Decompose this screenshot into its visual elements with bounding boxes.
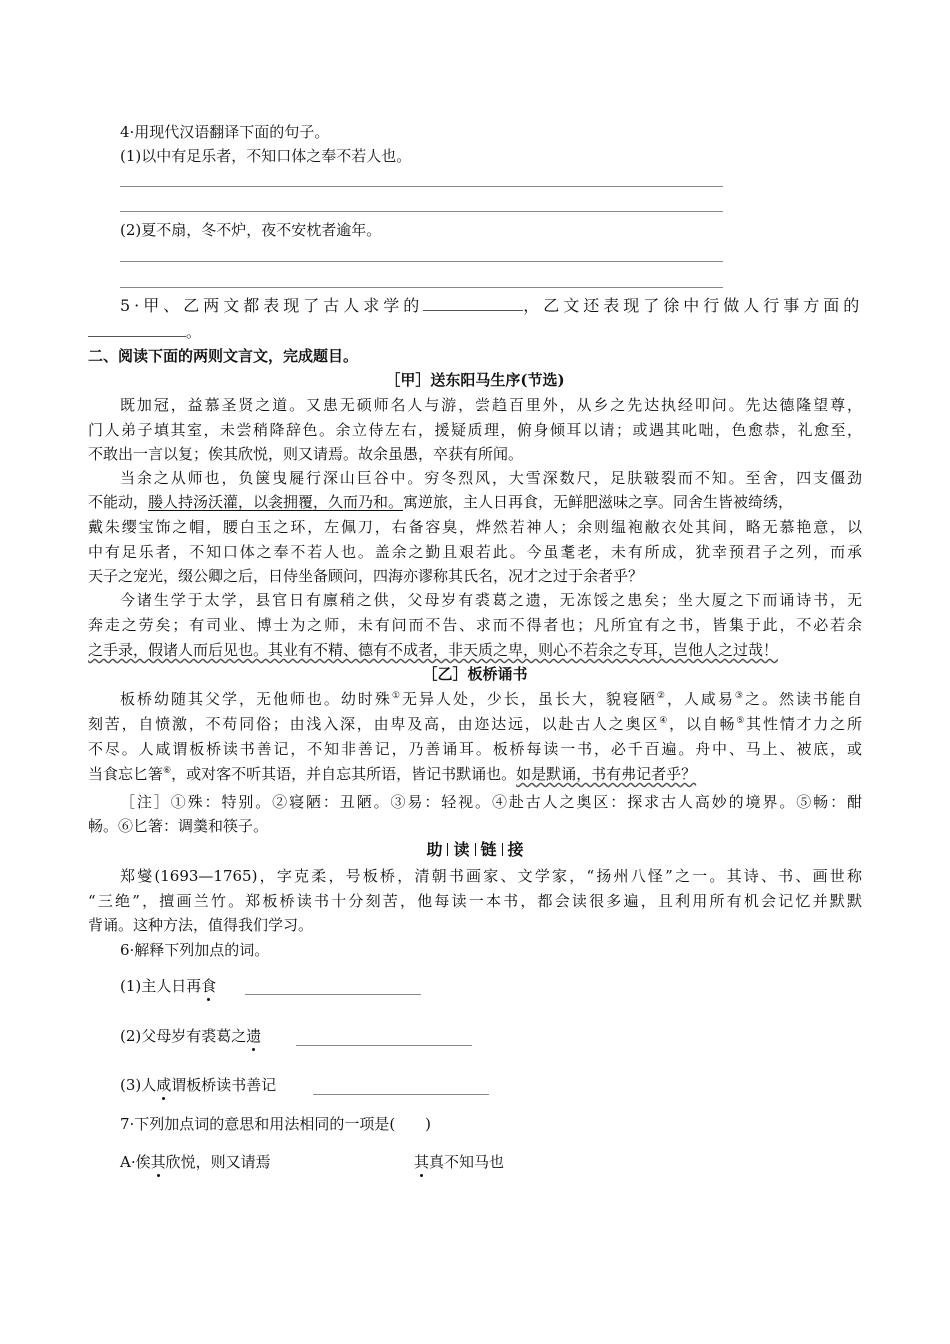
passage-line xyxy=(120,689,862,709)
section-heading: 二、阅读下面的两则文言文，完成题目。 xyxy=(88,347,359,365)
passage-line: 门人弟子填其室，未尝稍降辞色。余立侍左右，援疑质理，俯身倾耳以请；或遇其叱咄，色愈恭，礼愈至， xyxy=(88,421,862,439)
wavy-underlined-sentence: 如是默诵，书有弗记者乎？ xyxy=(516,765,697,783)
footnote-mark: ① xyxy=(391,691,402,701)
option-text: 真不知马也 xyxy=(429,1153,505,1171)
q7-option-a-pair xyxy=(414,1152,504,1172)
footnote-mark: ⑤ xyxy=(736,716,747,726)
answer-blank[interactable] xyxy=(88,322,186,337)
answer-line[interactable] xyxy=(120,186,723,187)
q6-item-text: (3)人 xyxy=(120,1076,157,1094)
q6-item-text: (2)父母岁有裘葛之 xyxy=(120,1027,247,1045)
answer-line[interactable] xyxy=(120,211,723,212)
footnotes-line: ［注］①殊：特别。②寝陋：丑陋。③易：轻视。④赴古人之奥区：探求古人高妙的境界。⑤畅：酣 xyxy=(120,793,862,811)
reading-aid-line: 背诵。这种方法，值得我们学习。 xyxy=(88,916,314,934)
title-char: 接 xyxy=(507,840,524,859)
passage-line xyxy=(88,714,862,734)
title-char: 读 xyxy=(453,840,470,859)
q7-option-a[interactable] xyxy=(120,1152,271,1172)
answer-line[interactable] xyxy=(296,1045,472,1046)
passage-text: 板桥幼随其父学，无他师也。幼时殊 xyxy=(120,690,392,708)
q5-line-1 xyxy=(120,296,862,316)
passage-text: 不能动， xyxy=(88,493,149,511)
passage-text: 其性情才力之所 xyxy=(746,715,862,733)
q5-line-2 xyxy=(88,322,201,342)
q6-item-2 xyxy=(120,1026,261,1046)
q6-item-3 xyxy=(120,1075,276,1095)
passage-text: 当食忘匕箸 xyxy=(88,765,164,783)
q5-text-end: 。 xyxy=(186,323,202,341)
dotted-word: 其 xyxy=(150,1153,166,1171)
answer-blank[interactable] xyxy=(423,296,523,311)
footnote-mark: ⑥ xyxy=(163,766,172,776)
answer-line[interactable] xyxy=(120,287,723,288)
passage-text: ，人咸易 xyxy=(666,690,735,708)
passage-line xyxy=(88,492,862,512)
passage-jia-title: ［甲］送东阳马生序(节选) xyxy=(385,371,565,389)
passage-line: 今诸生学于太学，县官日有廪稍之供，父母岁有裘葛之遗，无冻馁之患矣；坐大厦之下而诵诗书，无 xyxy=(120,591,862,609)
q6-item-text: (1)主人日再 xyxy=(120,977,202,995)
option-text: 俟 xyxy=(135,1153,151,1171)
passage-text: 无异人处，少长，虽长大，貌寝陋 xyxy=(401,690,657,708)
title-char: 助 xyxy=(426,840,443,859)
passage-line xyxy=(88,764,696,784)
passage-text: ，以自畅 xyxy=(669,715,737,733)
passage-line: 天子之宠光，缀公卿之后，日侍坐备顾问，四海亦谬称其氏名，况才之过于余者乎？ xyxy=(88,567,644,585)
underlined-sentence: 媵人持汤沃灌，以衾拥覆，久而乃和。 xyxy=(148,493,404,511)
answer-line[interactable] xyxy=(313,1094,489,1095)
reading-aid-line: 郑燮(1693—1765)，字克柔，号板桥，清朝书画家、文学家，“扬州八怪”之一。其诗、书、画世称 xyxy=(120,867,862,885)
option-label: A· xyxy=(120,1153,136,1171)
dotted-word: 咸 xyxy=(156,1076,172,1094)
dotted-word: 其 xyxy=(414,1153,430,1171)
title-separator xyxy=(447,843,448,856)
answer-line[interactable] xyxy=(120,261,723,262)
title-char: 链 xyxy=(480,840,497,859)
answer-line[interactable] xyxy=(245,994,421,995)
passage-line: 不尽。人咸谓板桥读书善记，不知非善记，乃善诵耳。板桥每读一书，必千百遍。舟中、马上、被底，或 xyxy=(88,740,862,758)
q6-prompt: 6·解释下列加点的词。 xyxy=(120,941,270,959)
passage-text: 刻苦，自愤激，不苟同俗；由浅入深，由卑及高，由迩达远，以赴古人之奥区 xyxy=(88,715,660,733)
reading-aid-line: “三绝”，擅画兰竹。郑板桥读书十分刻苦，他每读一本书，都会读很多遍，且利用所有机会记忆并默默 xyxy=(88,892,862,910)
title-separator xyxy=(475,843,476,856)
footnote-mark: ③ xyxy=(734,691,745,701)
q4-prompt: 4·用现代汉语翻译下面的句子。 xyxy=(120,123,330,141)
q4-sentence-1: (1)以中有足乐者，不知口体之奉不若人也。 xyxy=(120,147,412,165)
dotted-word: 遗 xyxy=(246,1027,262,1045)
dotted-word: 食 xyxy=(201,977,217,995)
wavy-underlined-line: 之手录，假诸人而后见也。其业有不精、德有不成者，非天质之卑，则心不若余之专耳，岂他人之过哉！ xyxy=(88,641,779,659)
passage-line: 既加冠，益慕圣贤之道。又患无硕师名人与游，尝趋百里外，从乡之先达执经叩问。先达德隆望尊， xyxy=(120,396,862,414)
passage-text: 寓逆旅，主人日再食，无鲜肥滋味之享。同舍生皆被绮绣， xyxy=(403,493,794,511)
passage-line: 奔走之劳矣；有司业、博士为之师，未有问而不告、求而不得者也；凡所宜有之书，皆集于此，不必若余 xyxy=(88,616,862,634)
q5-text-before: 5·甲、乙两文都表现了古人求学的 xyxy=(120,296,424,315)
passage-text: 之。然读书能自 xyxy=(744,690,862,708)
q7-prompt: 7·下列加点词的意思和用法相同的一项是( ) xyxy=(120,1115,432,1133)
footnote-mark: ④ xyxy=(659,716,670,726)
option-text: 欣悦，则又请焉 xyxy=(165,1153,271,1171)
passage-text: ，或对客不听其语，并自忘其所语，皆记书默诵也。 xyxy=(171,765,517,783)
passage-line: 不敢出一言以复；俟其欣悦，则又请焉。故余虽愚，卒获有所闻。 xyxy=(88,445,524,463)
q6-item-text: 谓板桥读书善记 xyxy=(171,1076,277,1094)
passage-line: 中有足乐者，不知口体之奉不若人也。盖余之勤且艰若此。今虽耄老，未有所成，犹幸预君子之列，而承 xyxy=(88,543,862,561)
title-separator xyxy=(502,843,503,856)
q4-sentence-2: (2)夏不扇，冬不炉，夜不安枕者逾年。 xyxy=(120,221,382,239)
reading-aid-title xyxy=(88,840,862,860)
passage-yi-title: ［乙］板桥诵书 xyxy=(422,665,528,683)
q6-item-1 xyxy=(120,976,216,996)
footnote-mark: ② xyxy=(656,691,667,701)
footnotes-line: 畅。⑥匕箸：调羹和筷子。 xyxy=(88,817,269,835)
passage-line: 戴朱缨宝饰之帽，腰白玉之环，左佩刀，右备容臭，烨然若神人；余则缊袍敝衣处其间，略无慕艳意，以 xyxy=(88,518,862,536)
q5-text-middle: ，乙文还表现了徐中行做人行事方面的 xyxy=(523,296,864,315)
passage-line: 当余之从师也，负箧曳屣行深山巨谷中。穷冬烈风，大雪深数尺，足肤皲裂而不知。至舍，四支僵劲 xyxy=(120,469,862,487)
